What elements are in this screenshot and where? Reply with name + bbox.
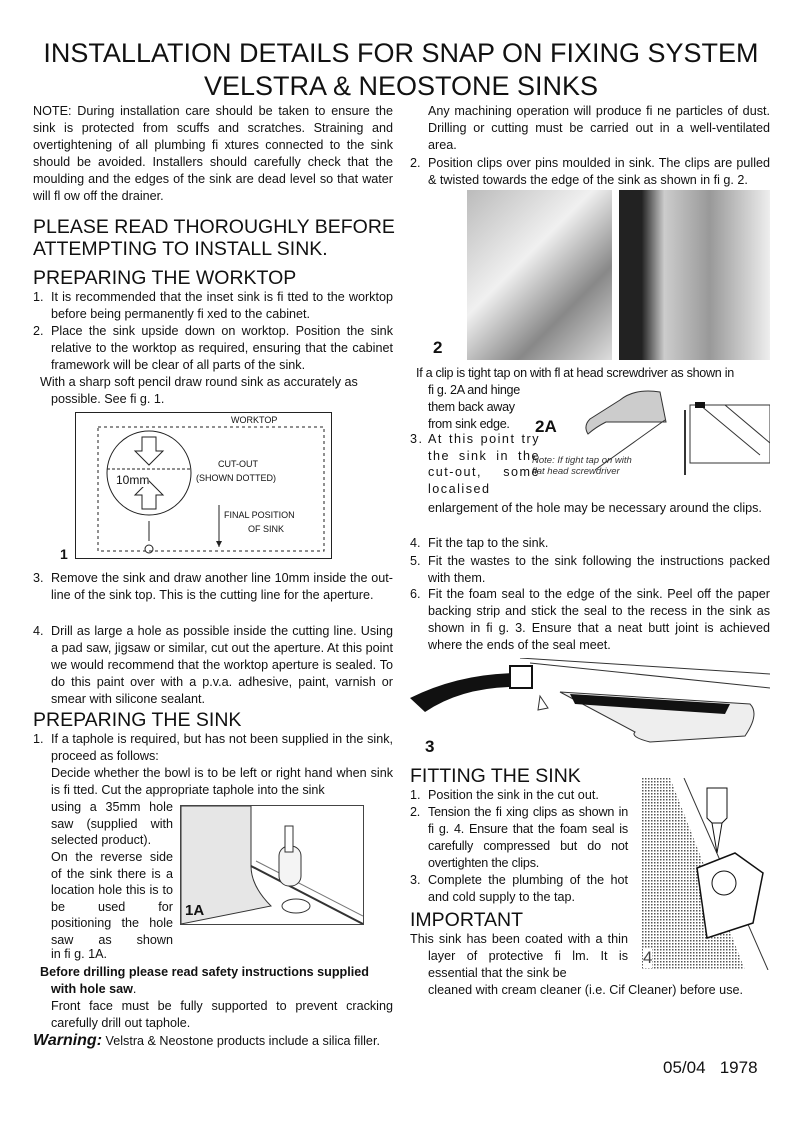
- taphole-diagram: [181, 806, 363, 924]
- item-number: 3.: [33, 571, 44, 585]
- item-number: 5.: [410, 554, 421, 568]
- fig1-of-sink-label: OF SINK: [248, 524, 285, 534]
- sink-item-1: [33, 731, 393, 765]
- machining-text: Any machining operation will produce fi ne particles of dust. Drilling or cutting must be carried out in a well-ventilated area.: [428, 104, 770, 152]
- item-text: Complete the plumbing of the hot and cold supply to the tap.: [428, 873, 628, 904]
- fitting-item-3: [410, 872, 628, 906]
- read-heading: [33, 216, 395, 260]
- fig2-label: 2: [433, 338, 443, 357]
- fig2a-label: 2A: [535, 417, 557, 436]
- fig1-10mm-label: 10mm: [116, 473, 150, 487]
- front-face-text: Front face must be fully supported to prevent cracking carefully drill out taphole.: [51, 999, 393, 1030]
- figure-1a: [180, 805, 364, 925]
- fig1a-label: 1A: [185, 902, 205, 919]
- warning-label: Warning:: [33, 1032, 103, 1049]
- item-number: 1.: [33, 732, 44, 746]
- worktop-pencil-note: With a sharp soft pencil draw round sink as accurately as possible. See fi g. 1.: [40, 375, 358, 406]
- footer-date: 05/04: [663, 1058, 706, 1077]
- sink-heading: PREPARING THE SINK: [33, 709, 242, 731]
- item-text: If a taphole is required, but has not been supplied in the sink, proceed as follows:: [51, 732, 393, 763]
- clip-hinge-text: fi g. 2A and hinge them back away from sink edge.: [428, 383, 520, 431]
- fig4-label: 4: [643, 948, 653, 967]
- right-item-2: [410, 155, 770, 189]
- document-title-line1: INSTALLATION DETAILS FOR SNAP ON FIXING SYSTEM: [43, 38, 759, 68]
- right-item-6: [410, 586, 770, 654]
- clip-tight-text: If a clip is tight tap on with fl at head screwdriver as shown in: [416, 366, 734, 380]
- fig2a-note-line1: Note: If tight tap on with: [532, 455, 632, 466]
- item-number: 2.: [410, 156, 421, 170]
- item-number: 3.: [410, 873, 421, 887]
- right-item-3: [410, 431, 540, 497]
- fig2a-note-line2: flat head screwdriver: [532, 466, 620, 477]
- figure-4: [642, 778, 770, 970]
- item-number: 1.: [33, 290, 44, 304]
- important-text: This sink has been coated with a thin layer of protective fi lm. It is essential that the sink be: [410, 932, 628, 980]
- safety-notice-line2: with hole saw: [51, 982, 133, 996]
- worktop-heading: PREPARING THE WORKTOP: [33, 267, 297, 289]
- fig2a-note: [532, 455, 632, 477]
- item-text: Fit the tap to the sink.: [428, 536, 549, 550]
- fitting-heading: FITTING THE SINK: [410, 765, 581, 787]
- read-heading-line1: PLEASE READ THOROUGHLY BEFORE: [33, 216, 395, 238]
- footer-reference: [663, 1058, 758, 1078]
- right-item-5: [410, 553, 770, 587]
- item-text: Position the sink in the cut out.: [428, 788, 599, 802]
- fitting-item-2: [410, 804, 628, 872]
- clip-tension-diagram: [642, 778, 770, 970]
- sink-holesaw-text: using a 35mm hole saw (supplied with selected product).: [51, 800, 173, 847]
- read-heading-line2: ATTEMPTING TO INSTALL SINK.: [33, 238, 328, 260]
- fig1-final-label: FINAL POSITION: [224, 510, 295, 520]
- item-number: 2.: [410, 805, 421, 819]
- item-text: Fit the foam seal to the edge of the sink. Peel off the paper backing strip and stick the seal to the recess in the sink as shown in fi g. 3. Ensure that a neat butt joint is achieved where the ends of the seal meet.: [428, 587, 770, 652]
- sink-location-hole-text: On the reverse side of the sink there is a location hole this is to be used for positioning the hole saw as shown: [51, 850, 173, 947]
- worktop-item-4: [33, 623, 393, 708]
- item-number: 2.: [33, 324, 44, 338]
- safety-notice-line1: Before drilling please read safety instructions supplied: [40, 965, 369, 979]
- figure-2a: [532, 385, 770, 477]
- item-text: Remove the sink and draw another line 10mm inside the out-line of the sink top. This is the cutting line for the aperture.: [51, 571, 393, 602]
- warning-text: Velstra & Neostone products include a silica filler.: [105, 1034, 380, 1048]
- fig1-dotted-label: (SHOWN DOTTED): [196, 473, 276, 483]
- note-paragraph: NOTE: During installation care should be taken to ensure the sink is protected from scuffs and scratches. Straining and overtightening of all plumbing fi xtures connected to the sink should be avoided. Installers should carefully check that the moulding and the edges of the sink are dead level so that water will fl ow off the drainer.: [33, 104, 393, 203]
- figure-1: [75, 412, 332, 559]
- figure-3-foam-seal: [410, 658, 770, 744]
- important-heading: IMPORTANT: [410, 909, 524, 931]
- fig1-worktop-label: WORKTOP: [231, 415, 278, 425]
- worktop-diagram: [76, 413, 331, 558]
- sink-fig1a-ref: in fi g. 1A.: [51, 947, 108, 961]
- worktop-item-1: [33, 289, 393, 323]
- item-text: It is recommended that the inset sink is fi tted to the worktop before being permanently fi xed to the cabinet.: [51, 290, 393, 321]
- important-text-continued: cleaned with cream cleaner (i.e. Cif Cleaner) before use.: [428, 983, 743, 997]
- fig3-label: 3: [425, 737, 435, 756]
- fig1-cutout-label: CUT-OUT: [218, 459, 258, 469]
- item-number: 4.: [33, 624, 44, 638]
- item-number: 3.: [410, 432, 424, 446]
- footer-code: 1978: [719, 1058, 758, 1077]
- right-item-3-continued: enlargement of the hole may be necessary around the clips.: [428, 501, 762, 515]
- item-text: Place the sink upside down on worktop. Position the sink relative to the worktop as required, ensuring that the cabinet framework will be clear of all parts of the sink.: [51, 324, 393, 372]
- item-number: 6.: [410, 587, 421, 601]
- item-text: Fit the wastes to the sink following the instructions packed with them.: [428, 554, 770, 585]
- fitting-item-1: [410, 787, 628, 804]
- document-title-line2: VELSTRA & NEOSTONE SINKS: [203, 71, 599, 101]
- item-text: Position clips over pins moulded in sink. The clips are pulled & twisted towards the edge of the sink as shown in fi g. 2.: [428, 156, 770, 187]
- right-item-4: [410, 535, 770, 552]
- sink-bowl-text: Decide whether the bowl is to be left or right hand when sink is fi tted. Cut the appropriate taphole into the sink: [51, 766, 393, 797]
- item-text: Tension the fi xing clips as shown in fi g. 4. Ensure that the foam seal is carefully compressed but do not overtighten the clips.: [428, 805, 628, 870]
- item-text: Drill as large a hole as possible inside the cutting line. Using a pad saw, jigsaw or similar, cut out the aperture. At this point we would recommend that the worktop aperture is sealed. To do this paint over with a p.v.a. adhesive, paint, varnish or smear with silicone sealant.: [51, 624, 393, 706]
- worktop-item-3: [33, 570, 393, 604]
- warning-line: [33, 1032, 380, 1050]
- worktop-item-2: [33, 323, 393, 374]
- item-text: At this point try the sink in the cut-out, some localised: [428, 432, 540, 496]
- clip-photo-left: [467, 190, 612, 360]
- safety-notice: Before drilling please read safety instructions supplied with hole saw.: [40, 965, 369, 996]
- item-number: 1.: [410, 788, 421, 802]
- clip-photo-right: [619, 190, 770, 360]
- fig1-number: 1: [60, 546, 68, 562]
- item-number: 4.: [410, 536, 421, 550]
